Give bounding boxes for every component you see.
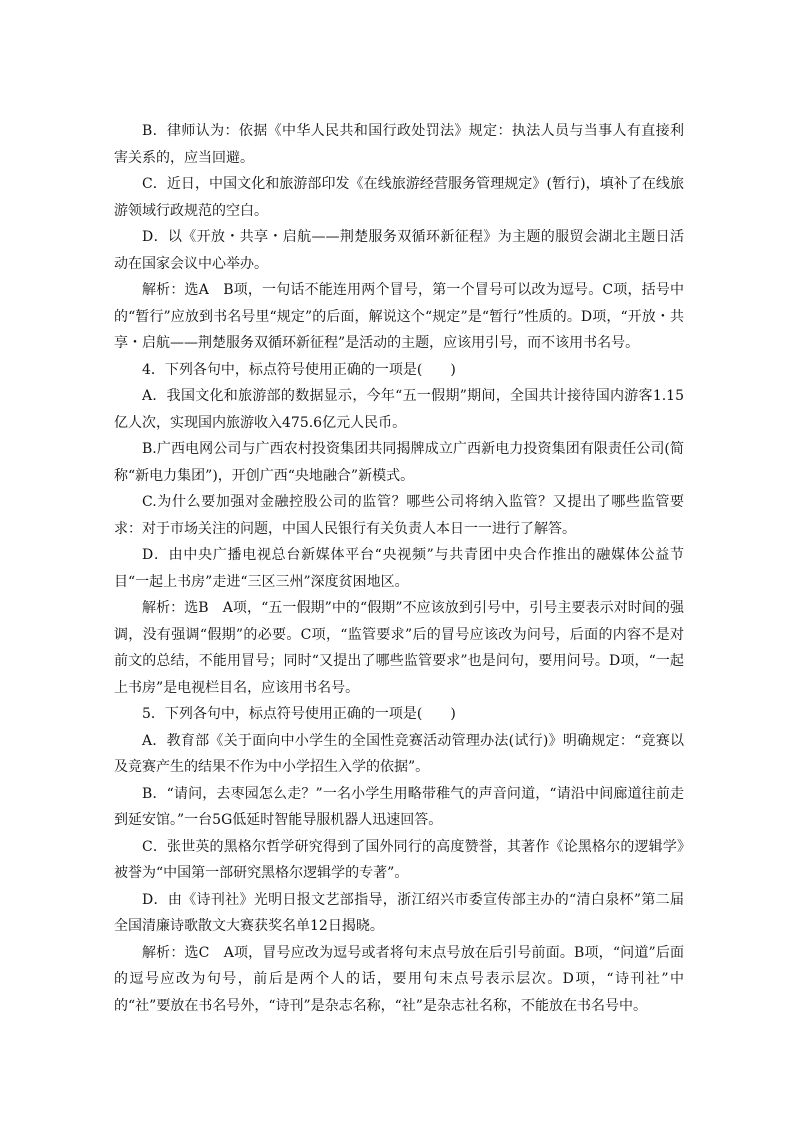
option-b-q3: B．律师认为：依据《中华人民共和国行政处罚法》规定：执法人员与当事人有直接利害关系的，应当回避。 — [114, 123, 684, 166]
option-c-q4: C.为什么要加强对金融控股公司的监管？哪些公司将纳入监管？又提出了哪些监管要求：对于市场关注的问题，中国人民银行有关负责人本日一一进行了解答。 — [114, 494, 684, 537]
document-page — [114, 118, 684, 1019]
option-b-q4: B.广西电网公司与广西农村投资集团共同揭牌成立广西新电力投资集团有限责任公司(简称“新电力集团”)，开创广西“央地融合”新模式。 — [114, 441, 684, 484]
analysis-q5: 解析：选C A项，冒号应改为逗号或者将句末点号放在后引号前面。B项，“问道”后面的逗号应改为句号，前后是两个人的话，要用句末点号表示层次。D项，“诗刊社”中的“社”要放在书名号外，“诗刊”是杂志名称，“社”是杂志社名称，不能放在书名号中。 — [114, 944, 684, 1014]
analysis-q4: 解析：选B A项，“五一假期”中的“假期”不应该放到引号中，引号主要表示对时间的强调，没有强调“假期”的必要。C项，“监管要求”后的冒号应该改为问号，后面的内容不是对前文的总结，不能用冒号；同时“又提出了哪些监管要求”也是问句，要用问号。D项，“一起上书房”是电视栏目名，应该用书名号。 — [114, 600, 684, 696]
option-d-q3: D．以《开放・共享・启航——荆楚服务双循环新征程》为主题的服贸会湖北主题日活动在国家会议中心举办。 — [114, 229, 684, 272]
option-d-q4: D．由中央广播电视总台新媒体平台“央视频”与共青团中央合作推出的融媒体公益节目“一起上书房”走进“三区三州”深度贫困地区。 — [114, 547, 684, 590]
option-c-q3: C．近日，中国文化和旅游部印发《在线旅游经营服务管理规定》(暂行)，填补了在线旅游领域行政规范的空白。 — [114, 176, 684, 219]
question-5: 5．下列各句中，标点符号使用正确的一项是( ) — [142, 706, 456, 722]
option-a-q5: A．教育部《关于面向中小学生的全国性竞赛活动管理办法(试行)》明确规定：“竞赛以及竞赛产生的结果不作为中小学招生入学的依据”。 — [114, 732, 684, 775]
option-a-q4: A．我国文化和旅游部的数据显示，今年“五一假期”期间，全国共计接待国内游客1.15亿人次，实现国内旅游收入475.6亿元人民币。 — [114, 388, 684, 431]
question-4: 4．下列各句中，标点符号使用正确的一项是( ) — [142, 361, 456, 378]
analysis-q3: 解析：选A B项，一句话不能连用两个冒号，第一个冒号可以改为逗号。C项，括号中的“暂行”应放到书名号里“规定”的后面，解说这个“规定”是“暂行”性质的。D项，“开放・共享・启航——荆楚服务双循环新征程”是活动的主题，应该用引号，而不该用书名号。 — [114, 282, 684, 351]
option-d-q5: D．由《诗刊社》光明日报文艺部指导，浙江绍兴市委宣传部主办的“清白泉杯”第二届全国清廉诗歌散文大赛获奖名单12日揭晓。 — [114, 891, 684, 934]
option-b-q5: B．“请问，去枣园怎么走？”一名小学生用略带稚气的声音问道，“请沿中间廊道往前走到延安馆。”一台5G低延时智能导服机器人迅速回答。 — [114, 785, 684, 828]
option-c-q5: C．张世英的黑格尔哲学研究得到了国外同行的高度赞誉，其著作《论黑格尔的逻辑学》被誉为“中国第一部研究黑格尔逻辑学的专著”。 — [114, 838, 684, 881]
